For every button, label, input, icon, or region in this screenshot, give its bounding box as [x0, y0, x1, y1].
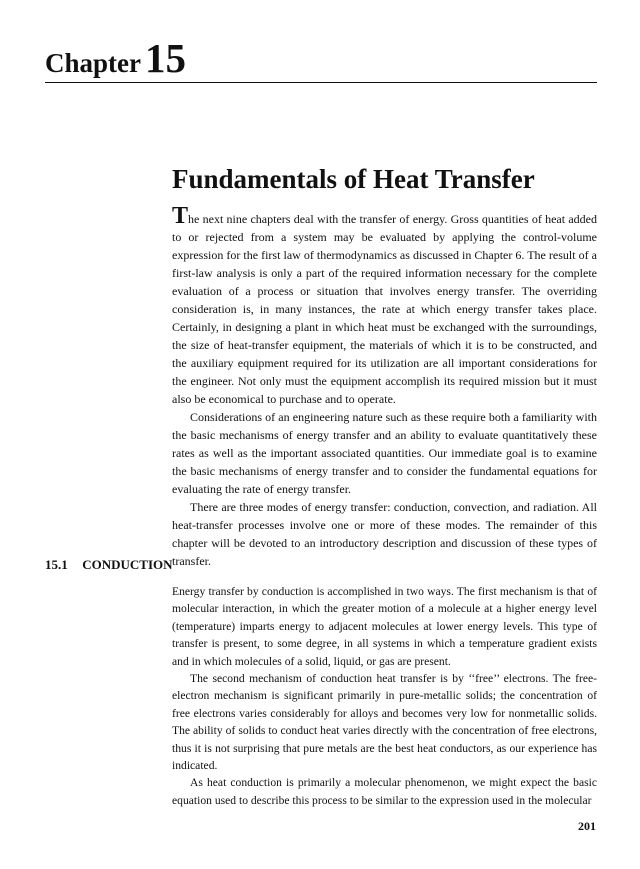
- section-heading: [45, 557, 173, 573]
- chapter-heading: [45, 35, 186, 81]
- chapter-label: Chapter: [45, 48, 141, 78]
- intro-text: [172, 203, 597, 570]
- section-text: [172, 583, 597, 809]
- intro-paragraph-text: he next nine chapters deal with the transfer of energy. Gross quantities of heat added to or rejected from a system may be evaluated by applying the control-volume expression for the first law of thermodynamics as discussed in Chapter 6. The result of a first-law analysis is only a part of the required information necessary for the complete evaluation of a process or situation that involves energy transfer. The overriding consideration is, in many instances, the rate at which energy transfer takes place. Certainly, in designing a plant in which heat must be exchanged with the surroundings, the size of heat-transfer equipment, the materials of which it is to be constructed, and the auxiliary equipment required for its utilization are all important considerations for the engineer. Not only must the equipment accomplish its required mission but it must also be economical to purchase and to operate.: [172, 212, 597, 406]
- intro-paragraph: [172, 203, 597, 408]
- section-paragraph: The second mechanism of conduction heat transfer is by ‘‘free’’ electrons. The free-electron mechanism is significant primarily in pure-metallic solids; the concentration of free electrons varies considerably for alloys and becomes very low for nonmetallic solids. The ability of solids to conduct heat varies directly with the concentration of free electrons, thus it is not surprising that pure metals are the best heat conductors, as our experience has indicated.: [172, 672, 597, 773]
- chapter-number: 15: [145, 35, 186, 81]
- section-paragraph: As heat conduction is primarily a molecular phenomenon, we might expect the basic equation used to describe this process to be similar to the expression used in the molecular: [172, 776, 597, 807]
- drop-cap: T: [172, 203, 189, 229]
- intro-paragraph: Considerations of an engineering nature such as these require both a familiarity with the basic mechanisms of energy transfer and an ability to evaluate quantitatively these rates as well as the important associated quantities. Our immediate goal is to examine the basic mechanisms of energy transfer and to consider the fundamental equations for evaluating the rate of energy transfer.: [172, 410, 597, 496]
- section-number: 15.1: [45, 557, 68, 572]
- intro-paragraph: There are three modes of energy transfer: conduction, convection, and radiation. All heat-transfer processes involve one or more of these modes. The remainder of this chapter will be devoted to an introductory description and discussion of these types of transfer.: [172, 500, 597, 568]
- chapter-rule: [45, 82, 597, 83]
- chapter-title: Fundamentals of Heat Transfer: [172, 164, 535, 195]
- section-paragraph: Energy transfer by conduction is accomplished in two ways. The first mechanism is that of molecular interaction, in which the greater motion of a molecule at a higher energy level (temperature) imparts energy to adjacent molecules at lower energy levels. This type of transfer is present, to some degree, in all systems in which a temperature gradient exists and in which molecules of a solid, liquid, or gas are present.: [172, 585, 597, 668]
- page-number: 201: [578, 819, 596, 833]
- section-title: CONDUCTION: [82, 557, 173, 572]
